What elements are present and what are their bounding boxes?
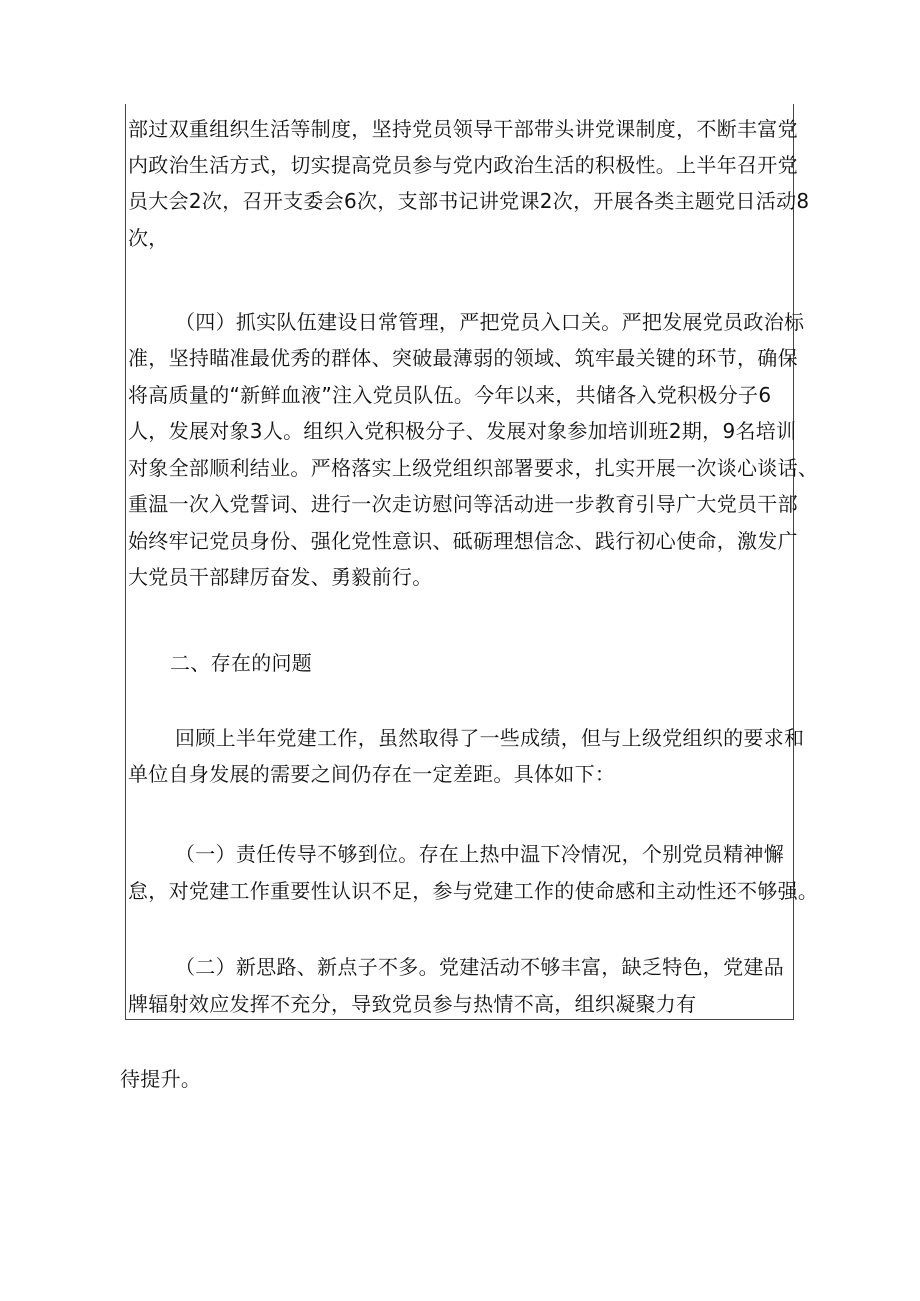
paragraph-line: 大党员干部肆厉奋发、勇毅前行。 — [128, 565, 433, 589]
paragraph-line: 准，坚持瞄准最优秀的群体、突破最薄弱的领域、筑牢最关键的环节，确保 — [128, 346, 798, 370]
paragraph-line: （二）新思路、新点子不多。党建活动不够丰富，缺乏特色，党建品 — [175, 955, 784, 979]
paragraph-line: 内政治生活方式，切实提高党员参与党内政治生活的积极性。上半年召开党 — [128, 153, 798, 177]
paragraph-line: 部过双重组织生活等制度，坚持党员领导干部带头讲党课制度，不断丰富党 — [128, 117, 798, 141]
paragraph-line: 单位自身发展的需要之间仍存在一定差距。具体如下： — [128, 762, 616, 786]
paragraph-line: 重温一次入党誓词、进行一次走访慰问等活动进一步教育引导广大党员干部 — [128, 492, 798, 516]
paragraph-line: 牌辐射效应发挥不充分，导致党员参与热情不高，组织凝聚力有 — [128, 992, 697, 1016]
paragraph-line: （一）责任传导不够到位。存在上热中温下冷情况，个别党员精神懈 — [175, 842, 784, 866]
paragraph-line: 员大会2次，召开支委会6次，支部书记讲党课2次，开展各类主题党日活动8 — [128, 189, 810, 213]
paragraph-line: 将高质量的“新鲜血液”注入党员队伍。今年以来，共储各入党积极分子6 — [128, 383, 772, 407]
paragraph-line: 回顾上半年党建工作，虽然取得了一些成绩，但与上级党组织的要求和 — [175, 726, 805, 750]
paragraph-line: 人，发展对象3人。组织入党积极分子、发展对象参加培训班2期，9名培训 — [128, 419, 797, 443]
paragraph-line: 待提升。 — [120, 1067, 202, 1091]
paragraph-line: 对象全部顺利结业。严格落实上级党组织部署要求，扎实开展一次谈心谈话、 — [128, 456, 819, 480]
section-heading: 二、存在的问题 — [170, 651, 313, 675]
paragraph-line: 怠，对党建工作重要性认识不足，参与党建工作的使命感和主动性还不够强。 — [128, 879, 819, 903]
paragraph-line: （四）抓实队伍建设日常管理，严把党员入口关。严把发展党员政治标 — [175, 310, 805, 334]
paragraph-line: 次， — [128, 226, 169, 250]
paragraph-line: 始终牢记党员身份、强化党性意识、砥砺理想信念、践行初心使命，激发广 — [128, 529, 798, 553]
